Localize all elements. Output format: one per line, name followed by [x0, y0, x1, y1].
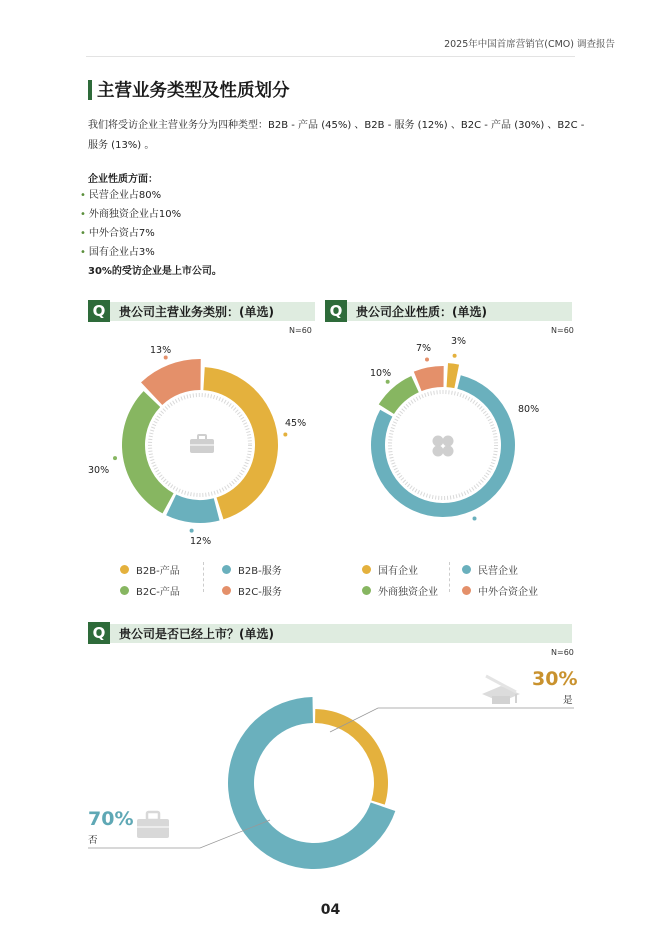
list-item: • 外商独资企业占10% [80, 209, 182, 220]
data-label: 80% [518, 404, 540, 415]
data-label: 70% [88, 808, 134, 830]
data-label: 10% [370, 368, 392, 379]
list-item: • 国有企业占3% [80, 247, 155, 258]
report-title: 2025年中国首席营销官(CMO) 调查报告 [444, 39, 615, 50]
category-label: 否 [88, 835, 98, 846]
legend-item: B2B-服务 [222, 562, 282, 577]
data-label: 12% [190, 536, 212, 547]
legend-item: 中外合资企业 [462, 583, 538, 598]
bullet-icon: • [80, 209, 86, 220]
bullet-icon: • [80, 228, 86, 239]
chart3-question: 贵公司是否已经上市？(单选) [119, 627, 274, 641]
chart3-n-label: N=60 [551, 648, 574, 657]
legend-item: B2C-服务 [222, 583, 282, 598]
data-label: 30% [532, 668, 578, 690]
listed-note: 30%的受访企业是上市公司。 [88, 266, 222, 277]
list-item: • 民营企业占80% [80, 190, 162, 201]
q-icon: Q [325, 300, 347, 322]
section-title: 主营业务类型及性质划分 [97, 81, 290, 101]
category-label: 是 [563, 695, 573, 706]
data-label: 7% [416, 343, 432, 354]
graduation-cap-icon [476, 672, 526, 706]
nature-heading: 企业性质方面： [88, 174, 158, 185]
bullet-icon: • [80, 190, 86, 201]
legend-item: B2C-产品 [120, 583, 180, 598]
intro-paragraph: 我们将受访企业主营业务分为四种类型：B2B - 产品 (45%) 、B2B - 服务 (12%) 、B2C - 产品 (30%) 、B2C - 服务 (13%) 。 [88, 120, 585, 151]
legend-item: 国有企业 [362, 562, 418, 577]
q-icon: Q [88, 300, 110, 322]
chart1-n-label: N=60 [289, 326, 312, 335]
legend-item: 外商独资企业 [362, 583, 438, 598]
data-label: 30% [88, 465, 110, 476]
page-number: 04 [320, 902, 341, 918]
chart2-question: 贵公司企业性质：(单选) [356, 305, 487, 319]
chart2-n-label: N=60 [551, 326, 574, 335]
data-label: 3% [451, 336, 467, 347]
legend-item: 民营企业 [462, 562, 518, 577]
bullet-icon: • [80, 247, 86, 258]
q-icon: Q [88, 622, 110, 644]
legend-item: B2B-产品 [120, 562, 180, 577]
chart1-question: 贵公司主营业务类别：(单选) [119, 305, 274, 319]
data-label: 13% [150, 345, 172, 356]
data-label: 45% [285, 418, 307, 429]
briefcase-icon [136, 810, 170, 840]
list-item: • 中外合资占7% [80, 228, 155, 239]
